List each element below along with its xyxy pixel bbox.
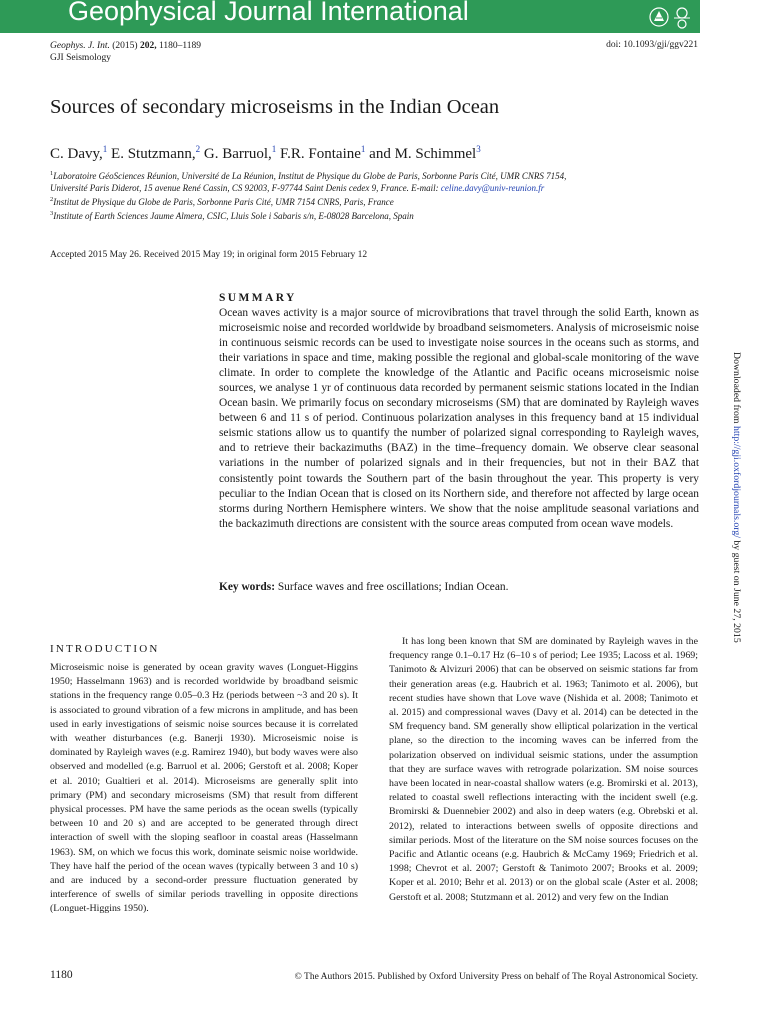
summary-text: Ocean waves activity is a major source of microvibrations that travel through the solid Earth, known as microseismic noise and recorded worldwide by broadband seismometers. Analysis of microseismic noise in continuous seismic records can be used to investigate noise sources in the oceans such as storms, and their variations in space and time, making possible the regional and global-scale monitoring of the wave climate. In order to complete the knowledge of the Atlantic and Pacific oceans microseismic noise sources, we analyse 1 yr of continuous data recorded by permanent seismic stations located in the Indian Ocean basin. We primarily focus on secondary microseisms (SM) that are dominated by Rayleigh waves between 6 and 11 s of period. Continuous polarization analyses in this frequency band at 15 individual seismic stations allow us to quantify the number of polarized signal corresponding to Rayleigh waves, and to retrieve their backazimuths (BAZ) in the time–frequency domain. We observe clear seasonal variations in the number of polarized signals and in their frequencies, but not in their BAZ that consistently point towards the Southern part of the basin throughout the year. This property is very peculiar to the Indian Ocean that is closed on its Northern side, and therefore not affected by large ocean storms during Northern Hemisphere winters. We show that the noise amplitude seasonal variations and the backazimuth directions are consistent with the source areas computed from ocean wave models. [219,307,699,530]
author-name: E. Stutzmann, [107,146,196,162]
author-name: F.R. Fontaine [276,146,361,162]
journal-site-link[interactable]: http://gji.oxfordjournals.org/ [731,426,742,538]
section-tag: GJI Seismology [50,53,111,63]
society-logos-icon [648,2,696,30]
keywords-label: Key words: [219,581,275,593]
download-notice: Downloaded from http://gji.oxfordjournals.org/ by guest on June 27, 2015 [731,352,742,643]
introduction-left-column: Microseismic noise is generated by ocean gravity waves (Longuet-Higgins 1950; Hasselmann 1963) and is recorded worldwide by broadband seismic stations in the frequency range 0.05–0.3 Hz (periods between ~3 and 20 s). It is associated to ground vibration of a few microns in amplitude, and has been used in early investigations of seismic noise sources because it is correlated with weather disturbances (e.g. Banerji 1930). Microseismic noise is dominated by Rayleigh waves (e.g. Ramirez 1940), but body waves were also observed and modelled (e.g. Barruol et al. 2006; Gerstoft et al. 2008; Koper et al. 2010; Gualtieri et al. 2014). Microseisms are generally split into primary (PM) and secondary microseisms (SM) that result from different physical processes. PM have the same periods as the ocean swells (typically between 10 and 20 s) and are accepted to be generated through direct interaction of swell with the sloping seafloor in coastal areas (Hasselmann 1963). SM, on which we focus this work, dominate seismic noise worldwide. They have half the period of the ocean waves (typically between 3 and 10 s) and are induced by a second-order pressure fluctuation generated by interference of swells of similar periods travelling in opposite directions (Longuet-Higgins 1950). [50,662,358,915]
affiliation-ref[interactable]: 2 [195,144,201,154]
journal-title: Geophysical Journal International [68,0,469,26]
affiliation-ref[interactable]: 1 [360,144,366,154]
author-name: G. Barruol, [200,146,272,162]
introduction-right-column [389,635,698,905]
doi-link[interactable]: doi: 10.1093/gji/ggv221 [606,40,698,50]
article-dates: Accepted 2015 May 26. Received 2015 May 19; in original form 2015 February 12 [50,250,368,260]
article-title: Sources of secondary microseisms in the Indian Ocean [50,96,500,118]
affiliations [50,168,690,222]
affiliation-ref[interactable]: 1 [271,144,277,154]
author-list [50,144,481,163]
keywords-list: Surface waves and free oscillations; Indian Ocean. [275,581,509,593]
affiliation-line: Université Paris Diderot, 15 avenue René Cassin, CS 92003, F-97744 Saint Denis cedex 9, France. E-mail: celine.davy@univ-reunion.fr [50,183,545,193]
summary-heading: SUMMARY [219,292,297,304]
journal-banner [0,0,700,33]
copyright-notice: © The Authors 2015. Published by Oxford University Press on behalf of The Royal Astronomical Society. [294,972,698,982]
affiliation: $^2$Institut de Physique du Globe de Paris, Sorbonne Paris Cité, UMR 7154 CNRS, Paris, France [50,196,394,207]
citation: Geophys. J. Int. (2015) 202, 1180–1189 [50,41,202,51]
author-name: C. Davy, [50,146,103,162]
affiliation-ref[interactable]: 3 [476,144,481,154]
keywords [219,581,699,593]
author-name: and M. Schimmel [365,146,477,162]
affiliation: $^3$Institute of Earth Sciences Jaume Almera, CSIC, Lluis Sole i Sabaris s/n, E-08028 Barcelona, Spain [50,210,414,221]
introduction-heading: INTRODUCTION [50,643,160,655]
affiliation: $^1$Laboratoire GéoSciences Réunion, Université de La Réunion, Institut de Physique du Globe de Paris, Sorbonne Paris Cité, UMR CNRS 7154, [50,170,567,181]
paragraph: It has long been known that SM are dominated by Rayleigh waves in the frequency range 0.1–0.17 Hz (6–10 s of period; Lee 1935; Lacoss et al. 1969; Tanimoto & Alvizuri 2006) that can be observed on seismic stations far from their generation areas (e.g. Haubrich et al. 1963; Tanimoto et al. 2006), but recent studies have shown that Love wave (Nishida et al. 2008; Tanimoto et al. 2015) and compressional waves (Davy et al. 2014) can be detected in the SM frequency band. SM generally show elliptical polarization in the vertical plane, so the direction to the incoming waves can be inferred from the polarization observed on individual seismic stations, under the assumption that they are surface waves with retrograde polarization. SM noise sources have been located in near-coastal shallow waters (e.g. Bromirski et al. 2013), related to coastal swell reflections interacting with the incident swell (e.g. Bromirski & Duennebier 2002) and also in deep waters (e.g. Obrebski et al. 2012), related to interactions between swells of opposite directions and similar periods. Most of the literature on the SM noise sources focuses on the Pacific and Atlantic oceans (e.g. Haubrich & McCamy 1969; Friedrich et al. 1998; Chevrot et al. 2007; Gerstoft & Tanimoto 2007; Brooks et al. 2009; Koper et al. 2010; Behr et al. 2013) or on the global scale (Aster et al. 2008; Gerstoft et al. 2008; Stutzmann et al. 2012) and very few on the Indian [389,636,698,903]
email-link[interactable]: celine.davy@univ-reunion.fr [440,183,545,193]
affiliation-ref[interactable]: 1 [102,144,108,154]
page-number: 1180 [50,969,73,981]
